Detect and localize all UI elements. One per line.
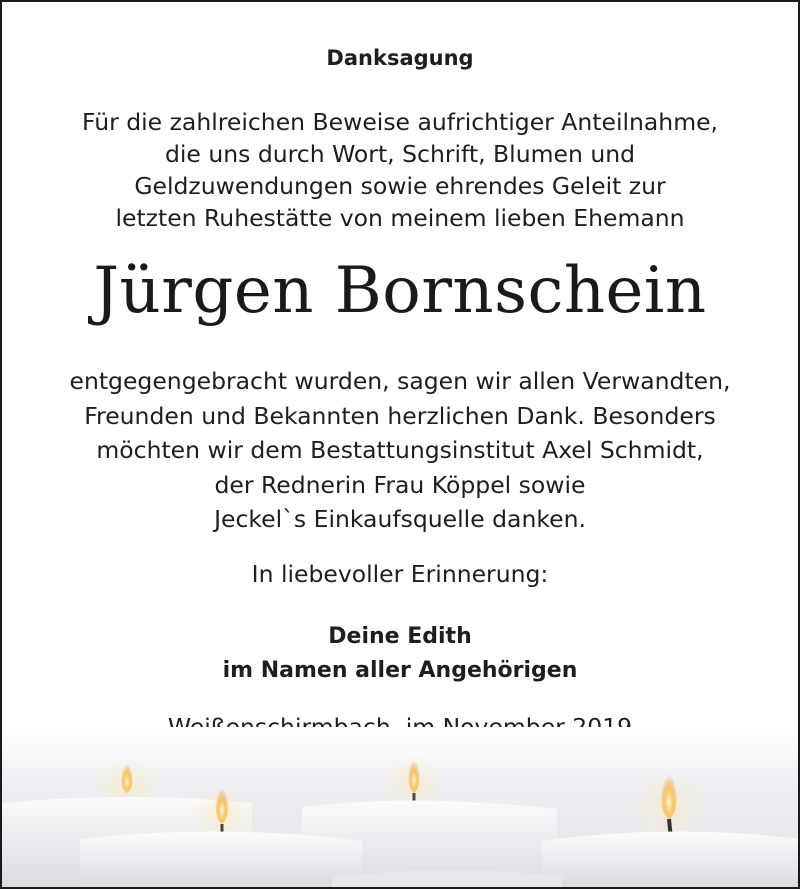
notice-heading: Danksagung: [326, 46, 474, 70]
thanks-line: Jeckel`s Einkaufsquelle danken.: [214, 505, 586, 533]
thanks-line: der Rednerin Frau Köppel sowie: [214, 470, 586, 499]
intro-line: die uns durch Wort, Schrift, Blumen und: [164, 140, 636, 168]
memory-line: In liebevoller Erinnerung:: [251, 560, 549, 588]
signature: [2, 620, 798, 688]
thanks-line: Freunden und Bekannten herzlichen Dank. Besonders: [84, 401, 716, 430]
signature-relation: im Namen aller Angehörigen: [222, 658, 578, 683]
deceased-name: Jürgen Bornschein: [93, 254, 707, 328]
thanks-line: entgegengebracht wurden, sagen wir allen Verwandten,: [69, 367, 731, 395]
thanks-line: möchten wir dem Bestattungsinstitut Axel Schmidt,: [96, 436, 704, 464]
intro-line: Für die zahlreichen Beweise aufrichtiger Anteilnahme,: [81, 108, 719, 136]
candles-image: [2, 727, 800, 887]
intro-paragraph: [2, 106, 798, 234]
intro-line: letzten Ruhestätte von meinem lieben Ehemann: [115, 204, 685, 232]
thanks-paragraph: [2, 364, 798, 537]
intro-line: Geldzuwendungen sowie ehrendes Geleit zur: [134, 172, 666, 200]
signature-name: Deine Edith: [328, 624, 472, 649]
